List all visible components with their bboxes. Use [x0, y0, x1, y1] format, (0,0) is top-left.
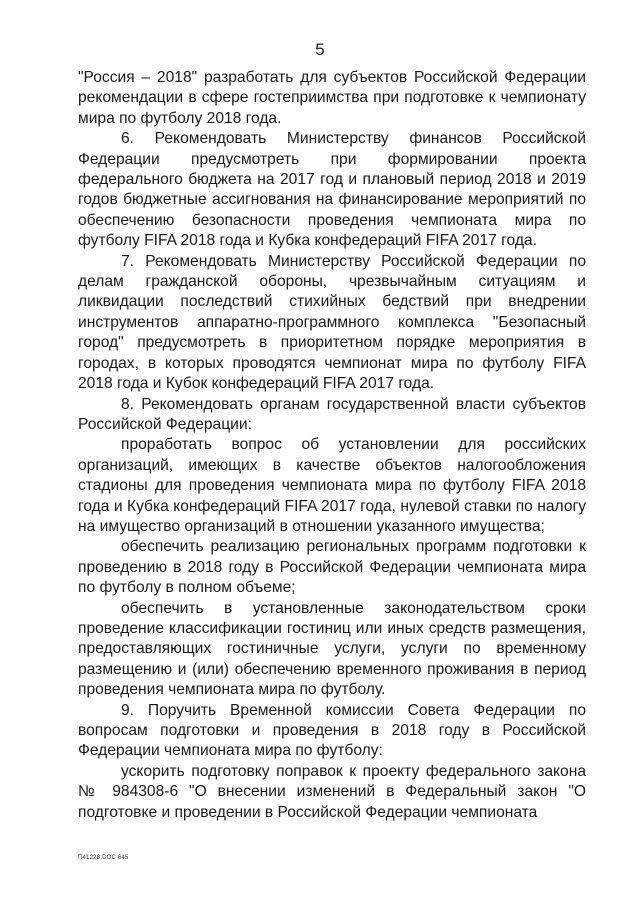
document-body — [78, 68, 586, 823]
paragraph-intro-continuation: "Россия – 2018" разработать для субъектов Российской Федерации рекомендации в сфере гостеприимства при подготовке к чемпионату мира по футболу 2018 года. — [78, 69, 586, 127]
paragraph-item-9-amendments: ускорить подготовку поправок к проекту федерального закона № 984308-6 "О внесении изменений в Федеральный закон "О подготовке и проведении в Российской Федерации чемпионата — [78, 762, 586, 821]
paragraph-item-6: 6. Рекомендовать Министерству финансов Российской Федерации предусмотреть при формировании проекта федерального бюджета на 2017 год и плановый период 2018 и 2019 годов бюджетные ассигнования на финансирование мероприятий по обеспечению безопасности проведения чемпионата мира по футболу FIFA 2018 года и Кубка конфедераций FIFA 2017 года. — [78, 130, 586, 250]
paragraph-item-9: 9. Поручить Временной комиссии Совета Федерации по вопросам подготовки и проведения в 2018 году в Российской Федерации чемпионата мира по футболу: — [78, 701, 586, 760]
paragraph-item-7: 7. Рекомендовать Министерству Российской Федерации по делам гражданской обороны, чрезвычайным ситуациям и ликвидации последствий стихийных бедствий при внедрении инструментов аппаратно-программного комплекса "Безопасный город" предусмотреть в приоритетном порядке мероприятия в городах, в которых проводятся чемпионат мира по футболу FIFA 2018 года и Кубок конфедераций FIFA 2017 года. — [78, 252, 586, 393]
footer-file-code: П41228.DOC 645 — [78, 855, 129, 861]
paragraph-item-8-programs: обеспечить реализацию региональных программ подготовки к проведению в 2018 году в Российской Федерации чемпионата мира по футболу в полном объеме; — [78, 538, 586, 597]
page-number: 5 — [315, 40, 325, 59]
paragraph-item-8: 8. Рекомендовать органам государственной власти субъектов Российской Федерации: — [78, 395, 586, 433]
paragraph-item-8-hotels: обеспечить в установленные законодательством сроки проведение классификации гостиниц или иных средств размещения, предоставляющих гостиничные услуги, услуги по временному размещению и (или) обеспечению временного проживания в период проведения чемпионата мира по футболу. — [78, 599, 586, 699]
paragraph-item-8-tax: проработать вопрос об установлении для российских организаций, имеющих в качестве объектов налогообложения стадионы для проведения чемпионата мира по футболу FIFA 2018 года и Кубка конфедераций FIFA 2017 года, нулевой ставки по налогу на имущество организаций в отношении указанного имущества; — [78, 436, 586, 535]
